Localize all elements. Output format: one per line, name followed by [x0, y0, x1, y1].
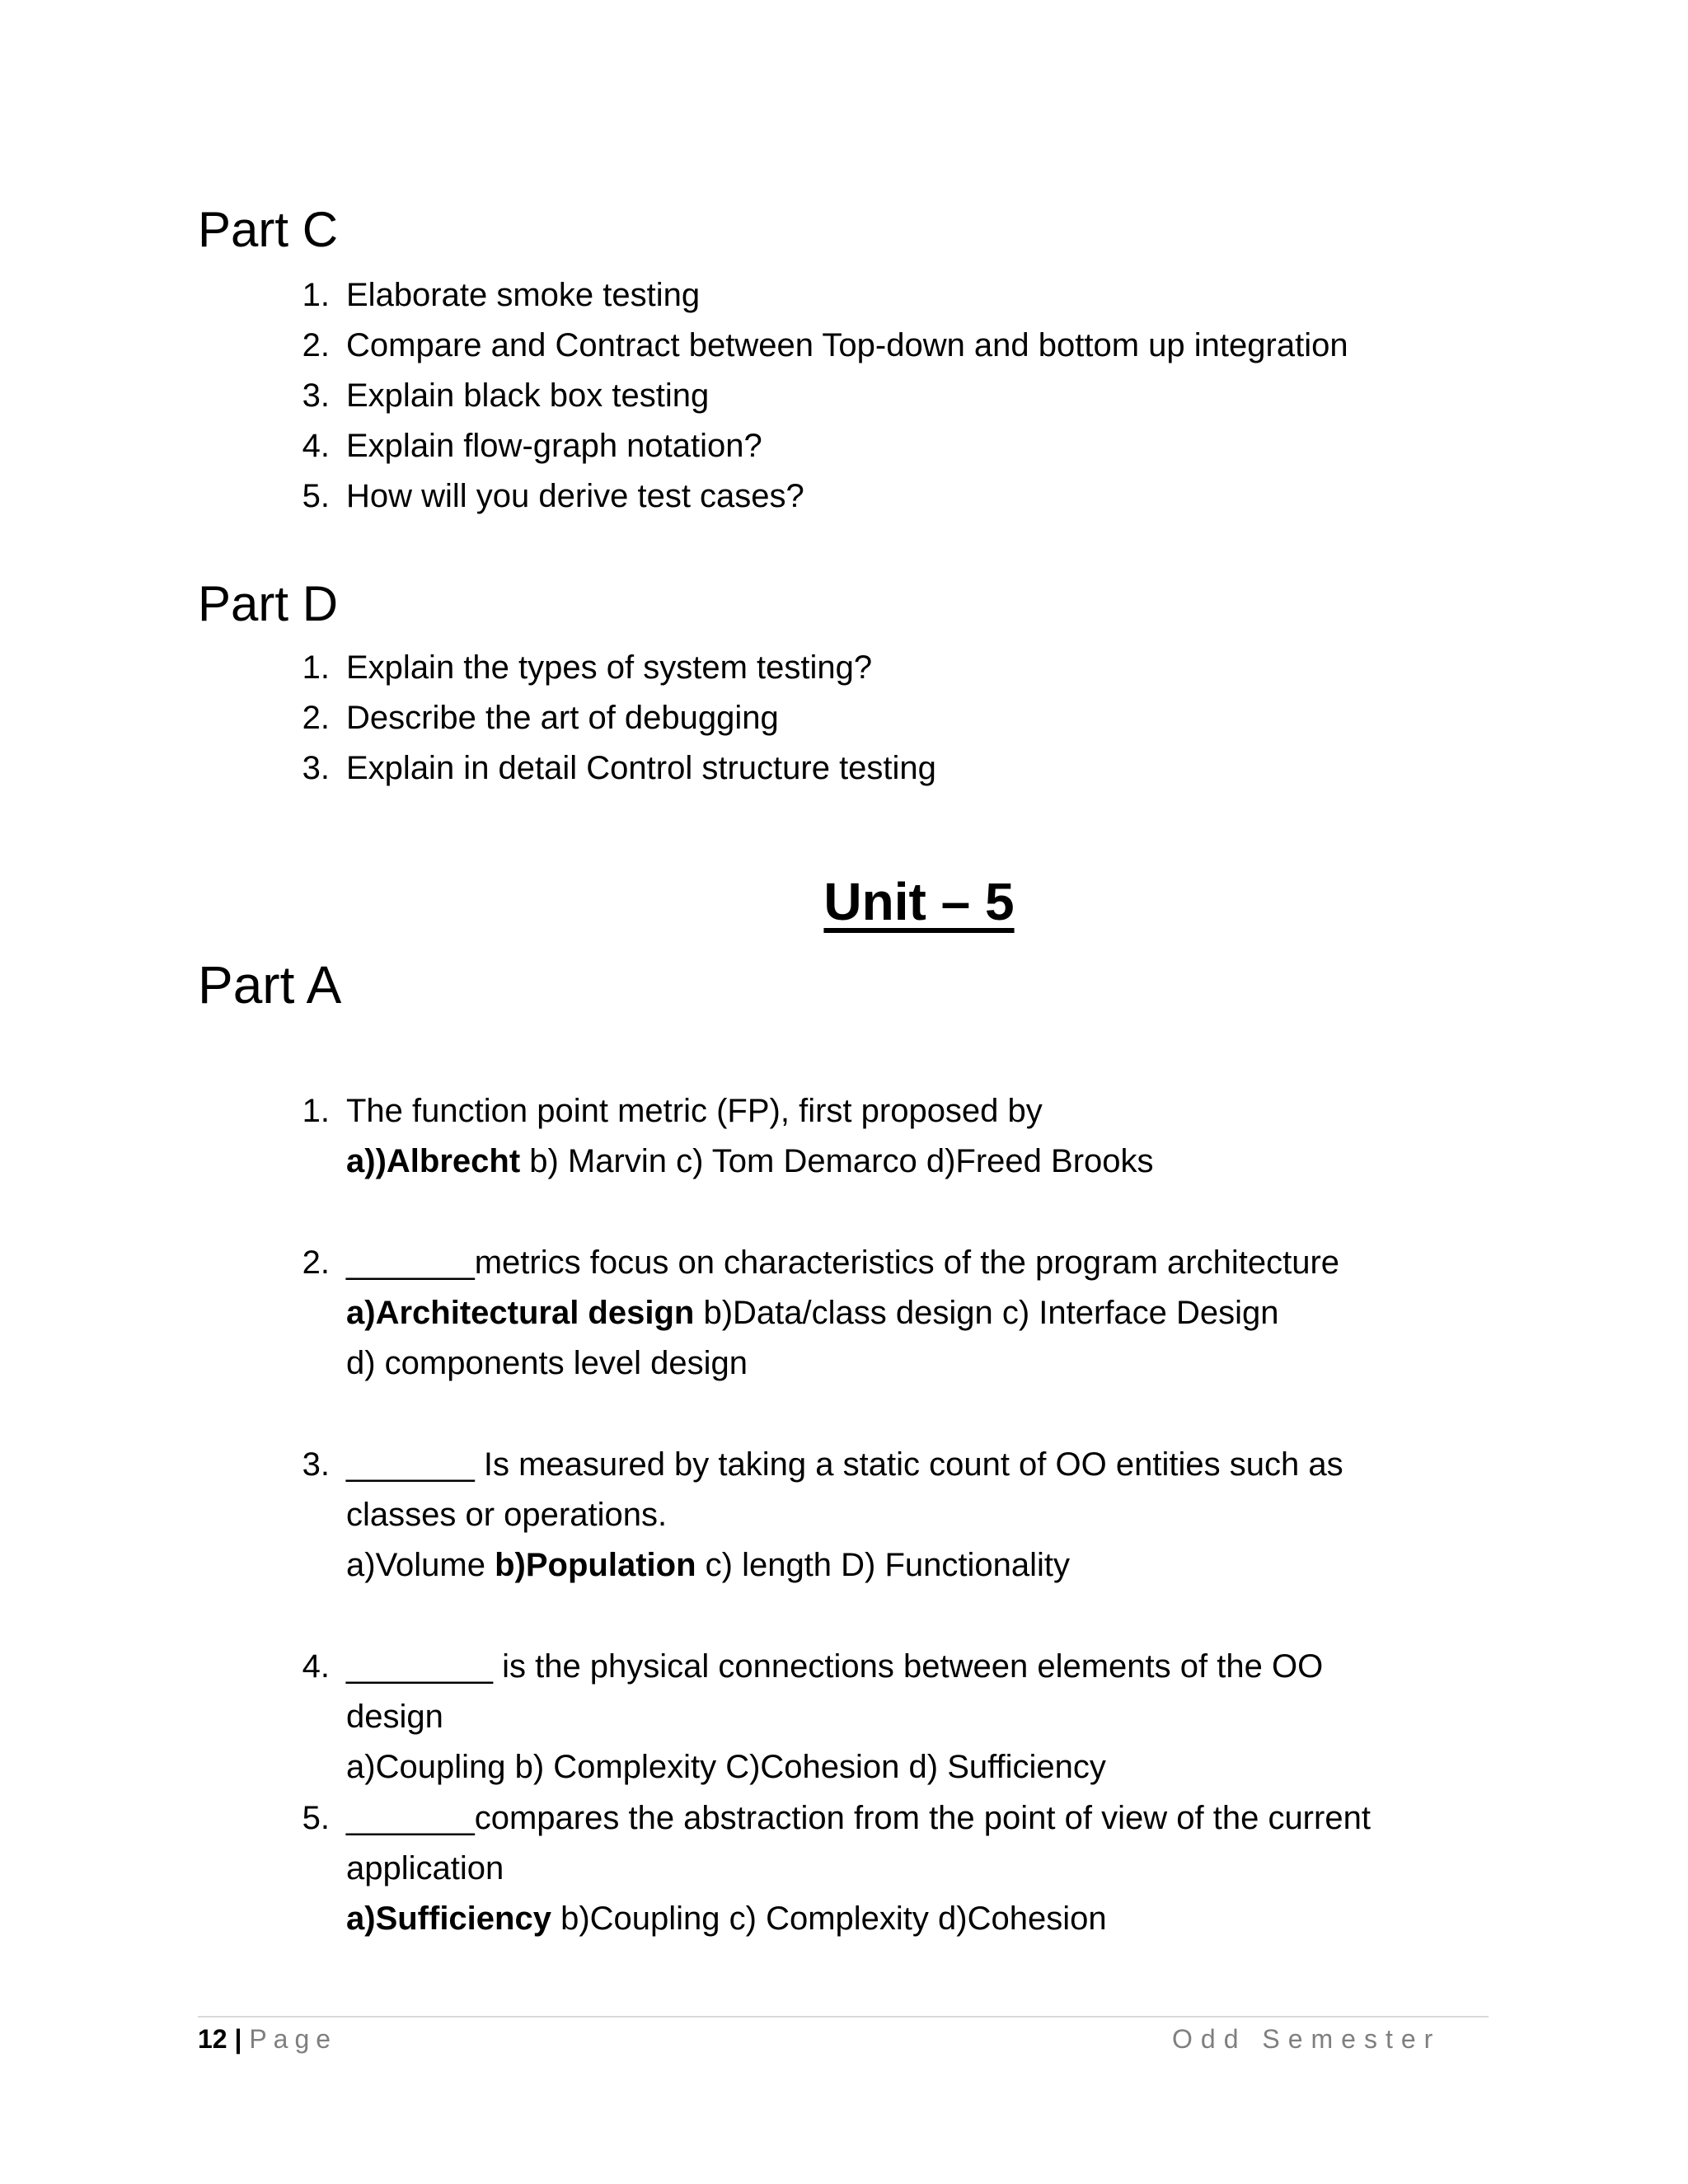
question-number: 2. [302, 1244, 330, 1281]
answer-options: a)Coupling b) Complexity C)Cohesion d) Sufficiency [346, 1749, 1106, 1785]
footer-page-label [198, 2026, 337, 2052]
other-options: b)Coupling c) Complexity d)Cohesion [551, 1900, 1107, 1937]
question-text: _______compares the abstraction from the point of view of the current [346, 1800, 1371, 1836]
question-number: 4. [302, 1648, 330, 1685]
correct-answer: a))Albrecht [346, 1143, 521, 1179]
part-c-item-text: Explain flow-graph notation? [346, 428, 762, 464]
part-d-item-text: Explain the types of system testing? [346, 649, 873, 686]
unit-title: Unit – 5 [823, 872, 1015, 931]
part-c-heading: Part C [198, 202, 339, 257]
part-c-item-number: 2. [302, 327, 330, 363]
other-options: b)Data/class design c) Interface Design [694, 1295, 1279, 1331]
question-number: 1. [302, 1093, 330, 1129]
other-options: b) Marvin c) Tom Demarco d)Freed Brooks [520, 1143, 1154, 1179]
correct-answer: a)Sufficiency [346, 1900, 551, 1937]
question-text-continued: classes or operations. [346, 1497, 668, 1533]
page-word: Page [249, 2024, 338, 2054]
question-text: ________ is the physical connections between elements of the OO [346, 1648, 1324, 1685]
part-d-item-number: 2. [302, 700, 330, 736]
correct-answer: a)Architectural design [346, 1295, 695, 1331]
question-text-continued: application [346, 1850, 504, 1886]
question-text: _______ Is measured by taking a static count of OO entities such as [346, 1446, 1343, 1483]
page-number: 12 [198, 2024, 227, 2054]
question-text: The function point metric (FP), first proposed by [346, 1093, 1043, 1129]
part-c-item-text: Explain black box testing [346, 377, 710, 414]
question-text: _______metrics focus on characteristics of the program architecture [346, 1244, 1340, 1281]
answer-options-continued: d) components level design [346, 1345, 748, 1381]
part-d-heading: Part D [198, 576, 339, 631]
part-d-item-text: Describe the art of debugging [346, 700, 779, 736]
part-c-item-number: 1. [302, 277, 330, 313]
part-c-item-text: Compare and Contract between Top-down and bottom up integration [346, 327, 1348, 363]
other-options: c) length D) Functionality [696, 1547, 1071, 1583]
footer-divider [198, 2016, 1489, 2018]
answer-options [346, 1145, 1154, 1178]
footer-semester: Odd Semester [1172, 2024, 1442, 2054]
part-d-item-number: 3. [302, 750, 330, 786]
part-c-item-text: Elaborate smoke testing [346, 277, 701, 313]
answer-options [346, 1296, 1279, 1329]
question-number: 3. [302, 1446, 330, 1483]
correct-answer: b)Population [495, 1547, 696, 1583]
part-d-item-text: Explain in detail Control structure testing [346, 750, 936, 786]
part-d-item-number: 1. [302, 649, 330, 686]
part-a-heading: Part A [198, 955, 342, 1015]
part-c-item-number: 4. [302, 428, 330, 464]
question-number: 5. [302, 1800, 330, 1836]
part-c-item-text: How will you derive test cases? [346, 478, 804, 514]
question-text-continued: design [346, 1699, 443, 1735]
part-c-item-number: 3. [302, 377, 330, 414]
answer-options [346, 1902, 1107, 1935]
part-c-item-number: 5. [302, 478, 330, 514]
page-separator: | [227, 2024, 250, 2054]
option-before-answer: a)Volume [346, 1547, 495, 1583]
answer-options [346, 1549, 1070, 1582]
